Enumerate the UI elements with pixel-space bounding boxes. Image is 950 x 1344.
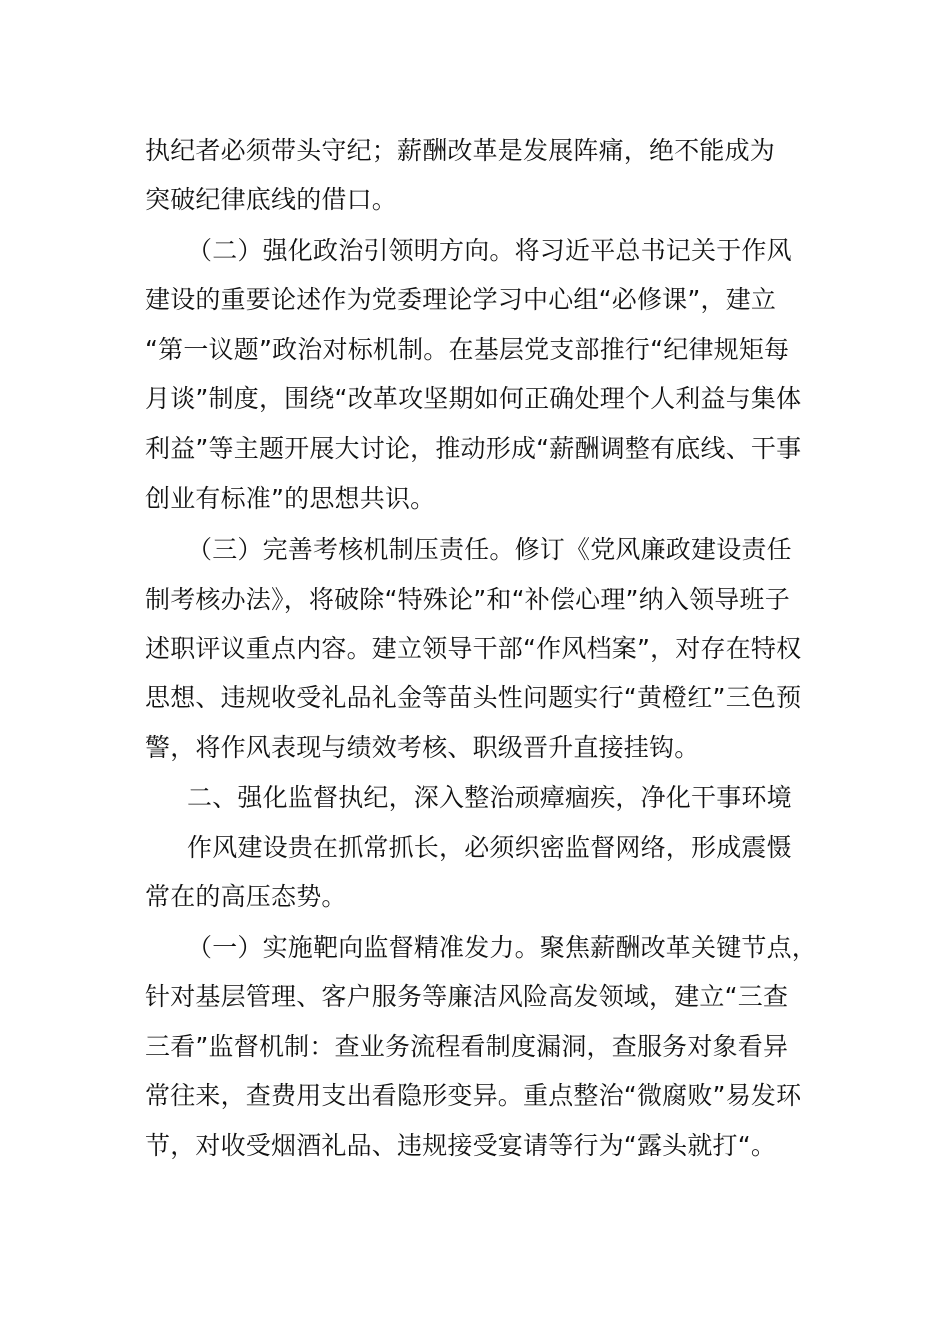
text-line: 针对基层管理、客户服务等廉洁风险高发领域，建立“三查 bbox=[145, 982, 789, 1011]
text-line: 三看”监督机制：查业务流程看制度漏洞，查服务对象看异 bbox=[145, 1032, 789, 1061]
text-line: 创业有标准”的思想共识。 bbox=[145, 484, 436, 513]
text-line: 建设的重要论述作为党委理论学习中心组“必修课”，建立 bbox=[145, 285, 777, 314]
text-line: （二）强化政治引领明方向。将习近平总书记关于作风 bbox=[187, 236, 792, 265]
text-line: “第一议题”政治对标机制。在基层党支部推行“纪律规矩每 bbox=[145, 335, 790, 364]
text-line: 突破纪律底线的借口。 bbox=[145, 185, 398, 214]
text-line: （三）完善考核机制压责任。修订《党风廉政建设责任 bbox=[187, 535, 792, 564]
section-heading: 二、强化监督执纪，深入整治顽瘴痼疾，净化干事环境 bbox=[187, 783, 792, 812]
text-line: 执纪者必须带头守纪；薪酬改革是发展阵痛，绝不能成为 bbox=[145, 136, 776, 165]
text-line: 警，将作风表现与绩效考核、职级晋升直接挂钩。 bbox=[145, 733, 700, 762]
text-line: 述职评议重点内容。建立领导干部“作风档案”，对存在特权 bbox=[145, 634, 802, 663]
text-line: 思想、违规收受礼品礼金等苗头性问题实行“黄橙红”三色预 bbox=[145, 683, 802, 712]
text-line: （一）实施靶向监督精准发力。聚焦薪酬改革关键节点， bbox=[187, 933, 818, 962]
text-line: 利益”等主题开展大讨论，推动形成“薪酬调整有底线、干事 bbox=[145, 434, 802, 463]
text-line: 节，对收受烟酒礼品、违规接受宴请等行为“露头就打“。 bbox=[145, 1131, 777, 1160]
text-line: 常往来，查费用支出看隐形变异。重点整治“微腐败”易发环 bbox=[145, 1081, 802, 1110]
text-line: 常在的高压态势。 bbox=[145, 882, 347, 911]
text-line: 制考核办法》，将破除“特殊论”和“补偿心理”纳入领导班子 bbox=[145, 585, 790, 614]
text-line: 月谈”制度，围绕“改革攻坚期如何正确处理个人利益与集体 bbox=[145, 384, 802, 413]
text-line: 作风建设贵在抓常抓长，必须织密监督网络，形成震慑 bbox=[187, 833, 792, 862]
